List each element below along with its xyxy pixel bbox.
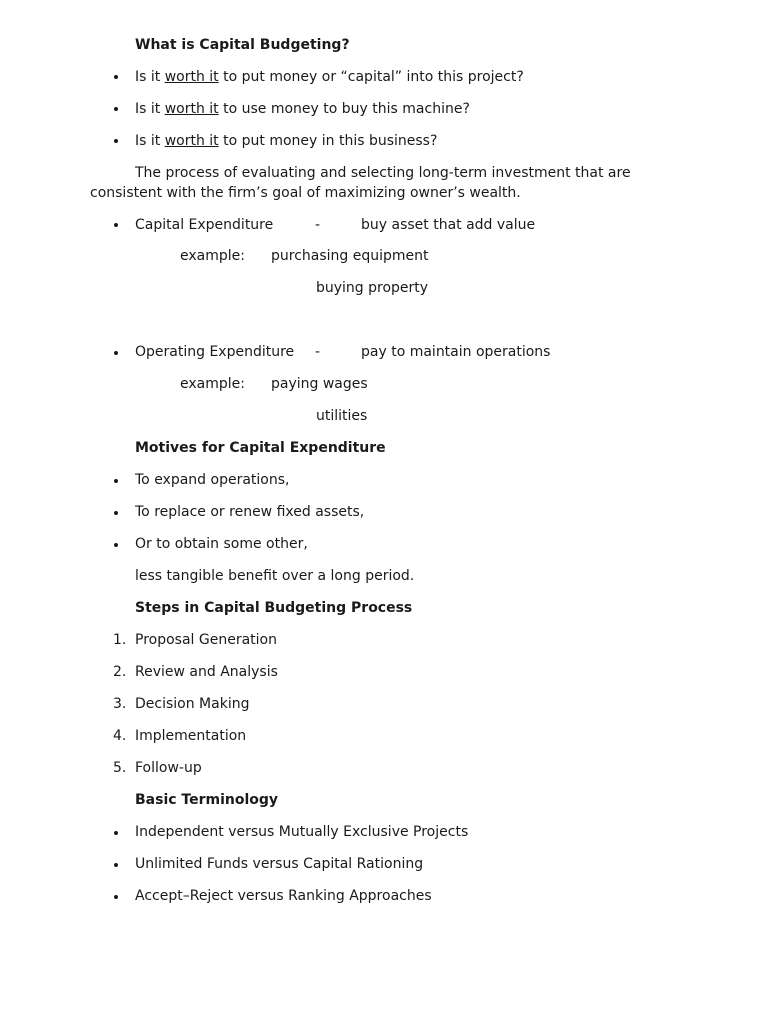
section-title-motives: Motives for Capital Expenditure [135,440,386,456]
bullet [114,107,118,111]
terminology-item: Independent versus Mutually Exclusive Projects [135,824,469,840]
motive-item: Or to obtain some other, [135,536,308,552]
bullet [114,895,118,899]
opex-term: Operating Expenditure [135,344,295,360]
capex-example-1: purchasing equipment [271,248,429,264]
capex-term: Capital Expenditure [135,217,274,233]
question-emphasis: worth it [164,69,219,85]
capex-example-label: example: [180,248,245,264]
terminology-item: Unlimited Funds versus Capital Rationing [135,856,424,872]
motive-item: To expand operations, [135,472,290,488]
bullet [114,223,118,227]
opex-example-label: example: [180,376,245,392]
section-title-terminology: Basic Terminology [135,792,279,808]
step-item: Implementation [135,728,247,744]
question-item [135,100,470,118]
section-title-capital-budgeting: What is Capital Budgeting? [135,37,350,53]
bullet [114,75,118,79]
step-number: 5. [113,760,127,776]
question-item [135,68,524,86]
step-item: Proposal Generation [135,632,277,648]
question-emphasis: worth it [164,101,219,117]
section-title-steps: Steps in Capital Budgeting Process [135,600,413,616]
step-item: Follow-up [135,760,202,776]
opex-dash: - [315,344,321,360]
step-item: Decision Making [135,696,250,712]
opex-example-1: paying wages [271,376,368,392]
step-number: 1. [113,632,127,648]
terminology-item: Accept–Reject versus Ranking Approaches [135,888,432,904]
opex-example-2: utilities [316,408,368,424]
capex-dash: - [315,217,321,233]
capex-meaning: buy asset that add value [361,217,536,233]
question-emphasis: worth it [164,133,219,149]
bullet [114,543,118,547]
definition-line-2: consistent with the firm’s goal of maximizing owner’s wealth. [90,185,521,201]
step-number: 4. [113,728,127,744]
bullet [114,479,118,483]
capex-example-2: buying property [316,280,429,296]
opex-meaning: pay to maintain operations [361,344,551,360]
question-text: to put money in this business? [218,133,438,149]
question-text: Is it [135,101,165,117]
step-number: 2. [113,664,127,680]
bullet [114,351,118,355]
question-text: to put money or “capital” into this project? [218,69,524,85]
bullet [114,139,118,143]
motive-item: To replace or renew fixed assets, [135,504,365,520]
bullet [114,863,118,867]
bullet [114,831,118,835]
motive-continuation: less tangible benefit over a long period. [135,568,415,584]
question-text: Is it [135,69,165,85]
step-number: 3. [113,696,127,712]
question-text: to use money to buy this machine? [218,101,470,117]
definition-line-1: The process of evaluating and selecting long-term investment that are [135,165,631,181]
question-text: Is it [135,133,165,149]
question-item [135,132,437,150]
bullet [114,511,118,515]
step-item: Review and Analysis [135,664,278,680]
